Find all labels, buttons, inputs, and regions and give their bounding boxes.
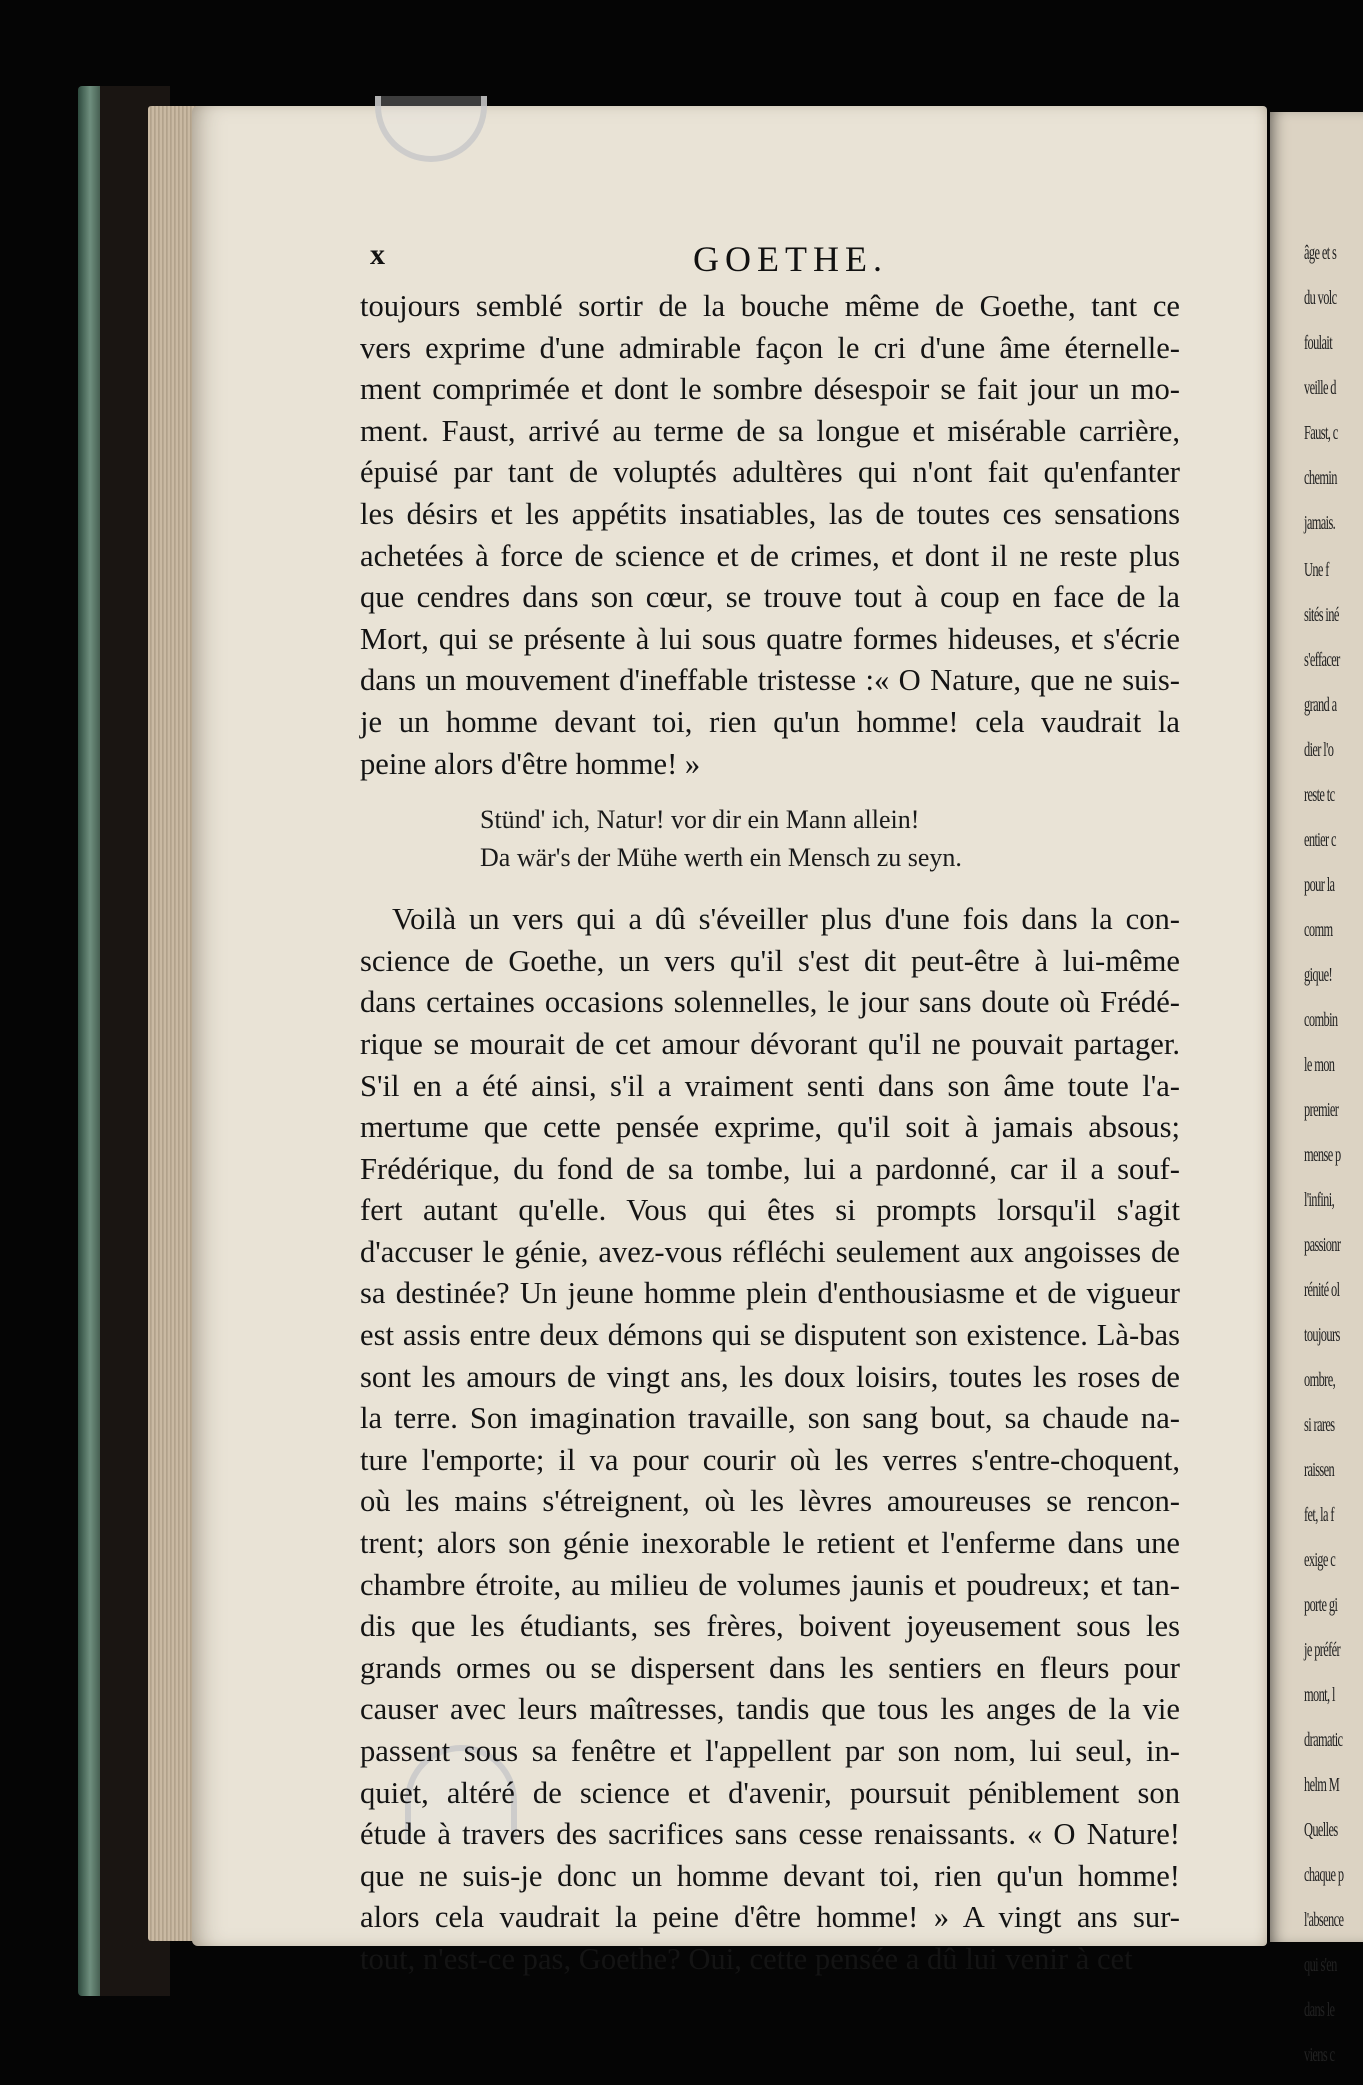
facing-page-text: jamais. [1304,512,1336,534]
text-line: Mort, qui se présente à lui sous quatre formes hideuses, et s'écrie [360,621,1180,656]
facing-page-text: âge et s [1304,242,1337,264]
facing-page-text: entier c [1304,829,1336,851]
facing-page-text: sités iné [1304,604,1339,626]
text-line: ment comprimée et dont le sombre désespoir se fait jour un mo- [360,372,1180,407]
text-line: les désirs et les appétits insatiables, las de toutes ces sensations [360,496,1180,531]
text-line: que ne suis-je donc un homme devant toi, rien qu'un homme! [360,1858,1180,1893]
facing-page-text: dans le [1304,1999,1335,2021]
facing-page-text: l'absence [1304,1909,1344,1931]
text-line: étude à travers des sacrifices sans cesse renaissants. « O Nature! [360,1817,1180,1852]
facing-page-text: rénité ol [1304,1279,1340,1301]
facing-page-text: dier l'o [1304,739,1334,761]
text-line: chambre étroite, au milieu de volumes jaunis et poudreux; et tan- [360,1567,1180,1602]
facing-page-text: viens c [1304,2044,1335,2066]
text-line: où les mains s'étreignent, où les lèvres amoureuses se rencon- [360,1484,1180,1519]
text-line: sont les amours de vingt ans, les doux loisirs, toutes les roses de [360,1359,1180,1394]
facing-page-text: toujours [1304,1324,1340,1346]
text-line: rique se mourait de cet amour dévorant qu'il ne pouvait partager. [360,1026,1180,1061]
verse-line: Stünd' ich, Natur! vor dir ein Mann allein! [480,805,920,835]
facing-page-text: combin [1304,1009,1338,1031]
text-line: S'il en a été ainsi, s'il a vraiment senti dans son âme toute l'a- [360,1068,1180,1103]
text-line: causer avec leurs maîtresses, tandis que tous les anges de la vie [360,1692,1180,1727]
facing-page-fragment [1270,112,1363,2066]
facing-page-text: le mon [1304,1054,1335,1076]
text-line: trent; alors son génie inexorable le retient et l'enferme dans une [360,1526,1180,1561]
facing-page-text: premier [1304,1099,1339,1121]
facing-page-text: foulait [1304,332,1333,354]
facing-page-text: porte gi [1304,1594,1338,1616]
facing-page-text: mont, l [1304,1684,1335,1706]
text-line: la terre. Son imagination travaille, son sang bout, sa chaude na- [360,1401,1180,1436]
text-line: dans certaines occasions solennelles, le jour sans doute où Frédé- [360,985,1180,1020]
page-body [360,286,1180,1981]
text-line: sa destinée? Un jeune homme plein d'enthousiasme et de vigueur [360,1276,1180,1311]
text-line: dans un mouvement d'ineffable tristesse :« O Nature, que ne suis- [360,663,1180,698]
paragraph-2 [360,899,1180,1980]
facing-page-text: grand a [1304,694,1337,716]
text-line: alors cela vaudrait la peine d'être homme! » A vingt ans sur- [360,1900,1180,1935]
text-line: tout, n'est-ce pas, Goethe? Oui, cette pensée a dû lui venir à cet [360,1941,1133,1976]
text-line: quiet, altéré de science et d'avenir, poursuit péniblement son [360,1775,1180,1810]
facing-page-text: chaque p [1304,1864,1344,1886]
facing-page-text: ombre, [1304,1369,1336,1391]
facing-page-text: mense p [1304,1144,1341,1166]
verse-quote [480,801,1180,877]
facing-page-text: chemin [1304,467,1337,489]
facing-page-text: l'infini, [1304,1189,1335,1211]
text-line: grands ormes ou se dispersent dans les sentiers en fleurs pour [360,1650,1180,1685]
text-line: d'accuser le génie, avez-vous réfléchi seulement aux angoisses de [360,1234,1180,1269]
text-line: Voilà un vers qui a dû s'éveiller plus d'une fois dans la con- [392,902,1180,937]
facing-page-text: je préfér [1304,1639,1341,1661]
text-line: Frédérique, du fond de sa tombe, lui a pardonné, car il a souf- [360,1151,1180,1186]
text-line: est assis entre deux démons qui se disputent son existence. Là-bas [360,1318,1180,1353]
verse-line: Da wär's der Mühe werth ein Mensch zu seyn. [480,843,962,873]
text-line: que cendres dans son cœur, se trouve tout à coup en face de la [360,580,1180,615]
text-line: achetées à force de science et de crimes, et dont il ne reste plus [360,538,1180,573]
facing-page-text: Faust, c [1304,422,1338,444]
paragraph-1 [360,286,1180,785]
facing-page-text: helm M [1304,1774,1340,1796]
facing-page-text: du volc [1304,287,1337,309]
running-title: GOETHE. [693,239,888,279]
facing-page-text: qui s'en [1304,1954,1337,1976]
facing-page-text: passionr [1304,1234,1341,1256]
facing-page-text: gique! [1304,964,1332,986]
text-line: vers exprime d'une admirable façon le cri d'une âme éternelle- [360,330,1180,365]
text-line: je un homme devant toi, rien qu'un homme! cela vaudrait la [360,704,1180,739]
facing-page-text: fet, la f [1304,1504,1334,1526]
facing-page-text: s'effacer [1304,649,1340,671]
text-line: toujours semblé sortir de la bouche même de Goethe, tant ce [360,289,1180,323]
facing-page-text: reste tc [1304,784,1335,806]
text-line: mertume que cette pensée exprime, qu'il soit à jamais absous; [360,1110,1180,1145]
facing-page-text: comm [1304,919,1333,941]
facing-page-text: si rares [1304,1414,1335,1436]
text-line: peine alors d'être homme! » [360,746,701,781]
text-line: science de Goethe, un vers qu'il s'est dit peut-être à lui-même [360,943,1180,978]
text-line: ment. Faust, arrivé au terme de sa longue et misérable carrière, [360,413,1180,448]
text-line: dis que les étudiants, ses frères, boivent joyeusement sous les [360,1609,1180,1644]
text-line: fert autant qu'elle. Vous qui êtes si prompts lorsqu'il s'agit [360,1193,1180,1228]
text-line: passent sous sa fenêtre et l'appellent par son nom, lui seul, in- [360,1734,1180,1768]
facing-page-text: Une f [1304,559,1329,581]
facing-page-text: dramatic [1304,1729,1343,1751]
text-line: épuisé par tant de voluptés adultères qui n'ont fait qu'enfanter [360,455,1180,490]
text-line: ture l'emporte; il va pour courir où les verres s'entre-choquent, [360,1442,1180,1477]
facing-page-text: exige c [1304,1549,1336,1571]
facing-page-text: veille d [1304,377,1336,399]
page-header [370,238,1150,278]
facing-page-text: Quelles [1304,1819,1338,1841]
page-number: x [370,238,385,271]
facing-page-text: raissen [1304,1459,1335,1481]
facing-page-text: pour la [1304,874,1335,896]
